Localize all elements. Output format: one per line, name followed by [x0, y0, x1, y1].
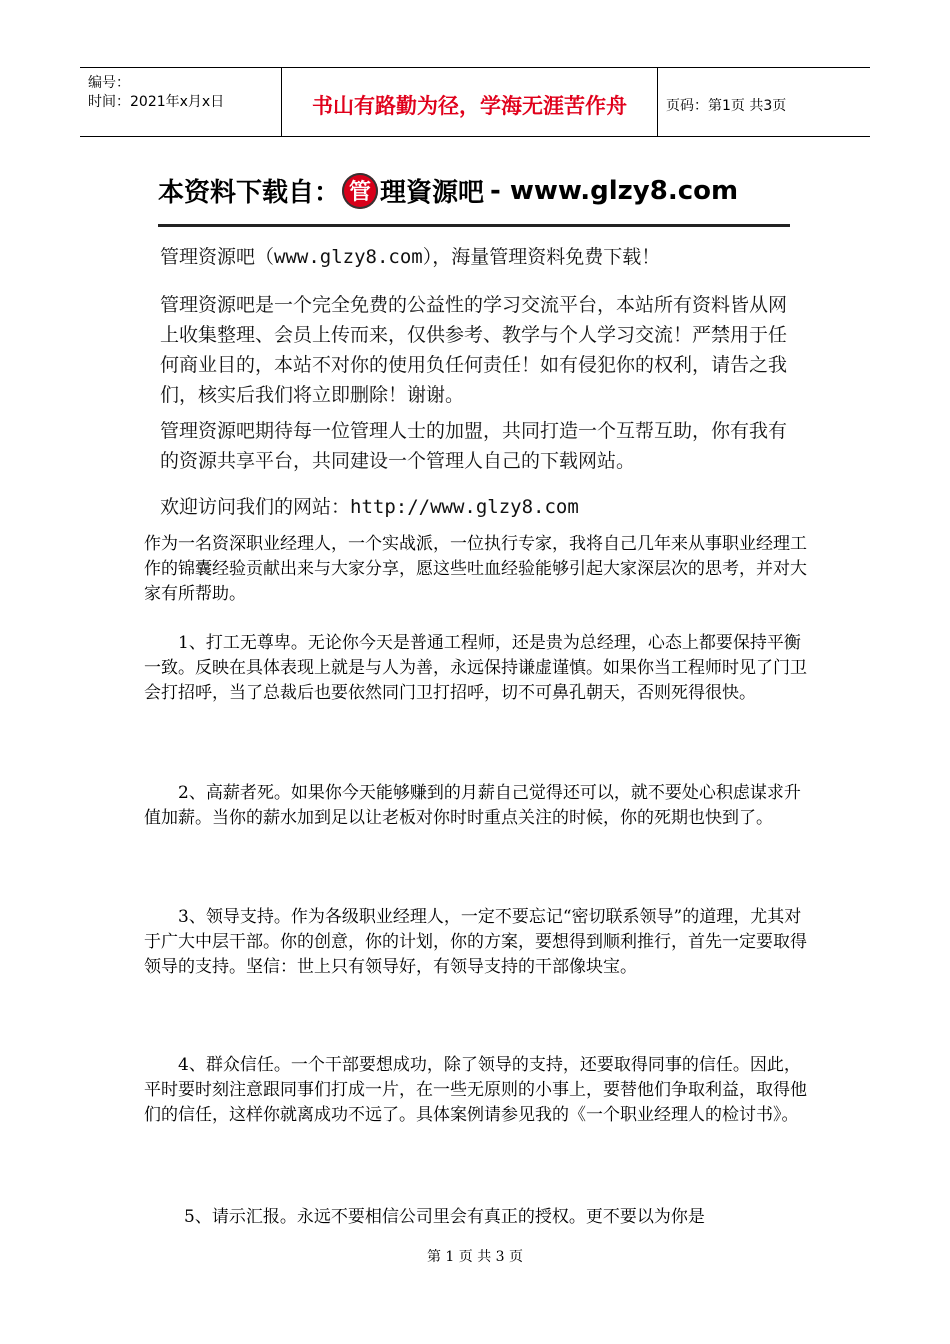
header-motto: 书山有路勤为径，学海无涯苦作舟: [282, 68, 658, 136]
page-header: [80, 67, 870, 137]
header-page-info: 页码：第1页 共3页: [666, 98, 787, 114]
ad-paragraph-2: 管理资源吧是一个完全免费的公益性的学习交流平台，本站所有资料皆从网上收集整理、会员上传而来，仅供参考、教学与个人学习交流！严禁用于任何商业目的，本站不对你的使用负任何责任！如有侵犯你的权利，请告之我们，核实后我们将立即删除！谢谢。: [160, 294, 788, 406]
ad-visit: 欢迎访问我们的网站：http://www.glzy8.com: [160, 496, 579, 518]
paragraph-4: 4、群众信任。一个干部要想成功，除了领导的支持，还要取得同事的信任。因此，平时要时刻注意跟同事们打成一片，在一些无原则的小事上，要替他们争取利益，取得他们的信任，这样你就离成功不远了。具体案例请参见我的《一个职业经理人的检讨书》。: [144, 1055, 807, 1125]
banner-title: [158, 172, 738, 209]
paragraph-2: 2、高薪者死。如果你今天能够赚到的月薪自己觉得还可以，就不要处心积虑谋求升值加薪。当你的薪水加到足以让老板对你时时重点关注的时候，你的死期也快到了。: [144, 783, 801, 828]
ad-line1: 管理资源吧（www.glzy8.com），海量管理资料免费下载！: [160, 246, 661, 268]
page-footer: 第 1 页 共 3 页: [426, 1249, 524, 1265]
paragraph-1: 1、打工无尊卑。无论你今天是普通工程师，还是贵为总经理，心态上都要保持平衡一致。反映在具体表现上就是与人为善，永远保持谦虚谨慎。如果你当工程师时见了门卫会打招呼，当了总裁后也要依然同门卫打招呼，切不可鼻孔朝天，否则死得很快。: [144, 633, 807, 703]
banner-site-name: 理資源吧: [380, 178, 485, 208]
banner-prefix: 本资料下载自：: [158, 178, 341, 208]
time-label: 时间：2021年x月x日: [88, 94, 225, 110]
intro-paragraph: 作为一名资深职业经理人，一个实战派，一位执行专家，我将自己几年来从事职业经理工作的锦囊经验贡献出来与大家分享，愿这些吐血经验能够引起大家深层次的思考，并对大家有所帮助。: [144, 534, 807, 604]
paragraph-5: 5、请示汇报。永远不要相信公司里会有真正的授权。更不要以为你是: [184, 1207, 705, 1227]
paragraph-3: 3、领导支持。作为各级职业经理人，一定不要忘记“密切联系领导”的道理，尤其对于广大中层干部。你的创意，你的计划，你的方案，要想得到顺利推行，首先一定要取得领导的支持。坚信：世上只有领导好，有领导支持的干部像块宝。: [144, 907, 807, 977]
header-meta: [80, 68, 282, 136]
logo-icon: 管: [342, 173, 378, 209]
banner-suffix: - www.glzy8.com: [490, 175, 739, 206]
number-label: 编号：: [88, 75, 130, 91]
banner-divider: [158, 224, 790, 227]
ad-paragraph-3: 管理资源吧期待每一位管理人士的加盟，共同打造一个互帮互助，你有我有的资源共享平台，共同建设一个管理人自己的下载网站。: [160, 420, 788, 472]
source-banner: [158, 160, 792, 230]
